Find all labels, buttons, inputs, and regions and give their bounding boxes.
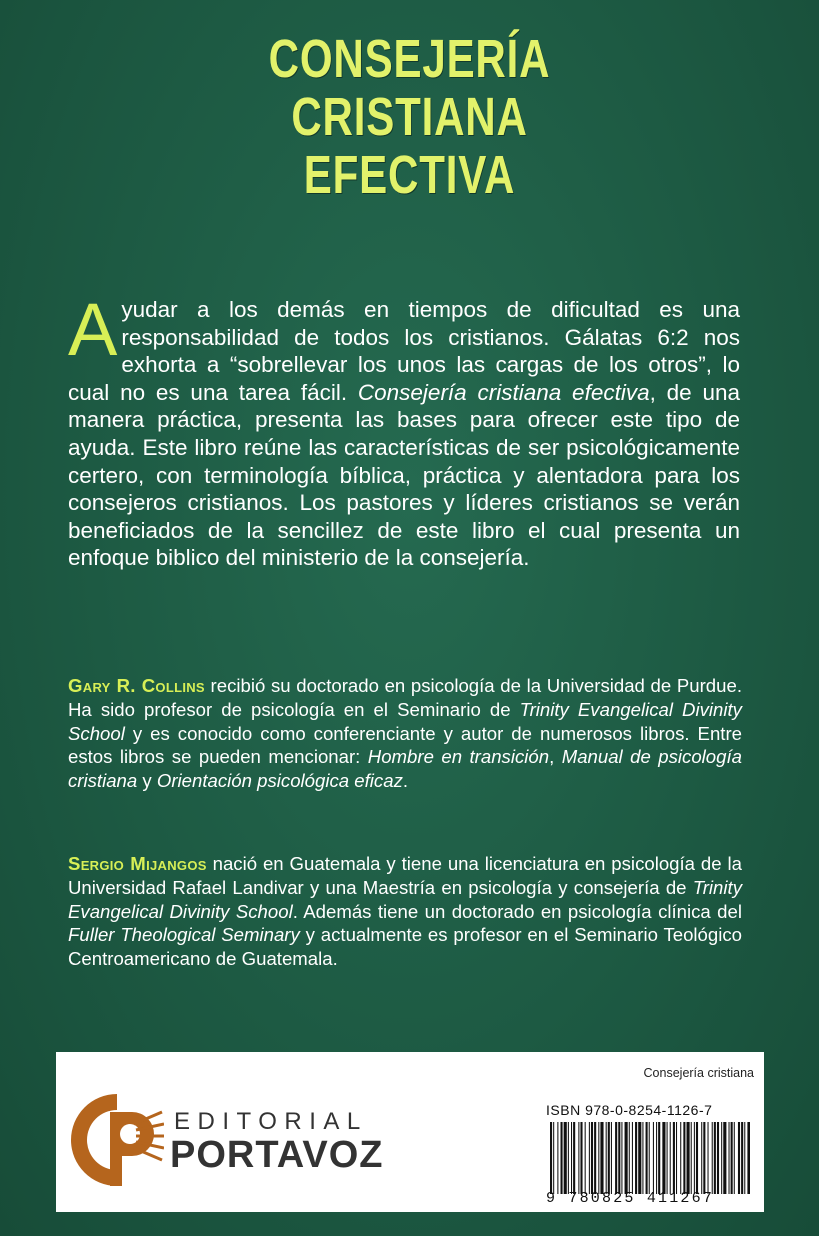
barcode-bar [621,1122,622,1194]
bio-text: , [549,746,562,768]
bio-italic: Hombre en transición [367,746,550,768]
barcode-bar [687,1122,690,1194]
barcode-bar [635,1122,637,1194]
barcode-bar [632,1122,633,1194]
barcode-bar [638,1122,641,1194]
author-bio-collins [68,674,742,793]
barcode-bar [589,1122,590,1194]
barcode-digits: 9 780825 411267 [546,1190,715,1207]
description-text-1: yudar a los demás en tiempos de dificultad es una responsabilidad de todos los cristianos. Gálatas 6:2 nos exhorta a “sobrellevar los unos las cargas de los otros”, lo cual no es una tarea fácil. [68,297,740,405]
barcode-bar [738,1122,740,1194]
barcode-bar [662,1122,665,1194]
barcode-bar [714,1122,716,1194]
publisher-name-line-1: EDITORIAL [174,1108,368,1135]
bio-italic: Trinity Evangelical Divinity School [68,698,742,744]
barcode-bar [701,1122,702,1194]
publisher-panel [56,1052,764,1212]
barcode-bar [667,1122,668,1194]
barcode-bar [646,1122,648,1194]
barcode-bar [653,1122,654,1194]
barcode-bar [550,1122,552,1194]
title-line-2: CRISTIANA [291,87,528,147]
book-description [68,288,741,572]
barcode-bar [591,1122,593,1194]
barcode-bar [744,1122,745,1194]
barcode-bar [676,1122,677,1194]
bio-text: recibió su doctorado en psicología de la Universidad de Purdue. Ha sido profesor de psicología en el Seminario de [68,675,742,720]
bio-italic: Fuller Theological Seminary [68,924,300,946]
barcode-bar [606,1122,607,1194]
barcode-bar [656,1122,657,1194]
bio-text: y actualmente es profesor en el Seminario Teológico Centroamericano de Guatemala. [68,924,742,970]
barcode [550,1122,750,1194]
barcode-bar [696,1122,698,1194]
barcode-bar [642,1122,643,1194]
barcode-bar [553,1122,554,1194]
barcode-bar [712,1122,713,1194]
barcode-bar [611,1122,612,1194]
barcode-bar [557,1122,558,1194]
barcode-bar [585,1122,586,1194]
portavoz-logo-icon [70,1090,164,1190]
barcode-bar [723,1122,726,1194]
barcode-bar [594,1122,596,1194]
barcode-bar [618,1122,620,1194]
barcode-bar [578,1122,579,1194]
description-text-2: , de una manera práctica, presenta las bases para ofrecer este tipo de ayuda. Este libro reúne las características de ser psicológicamente certero, con terminología bíblica, práctica y alentadora para los consejeros cristianos. Los pastores y líderes cristianos se verán beneficiados de la sencillez de este libro el cual presenta un enfoque biblico del ministerio de la consejería. [68,379,741,571]
barcode-bar [683,1122,685,1194]
title-line-3: EFECTIVA [303,145,516,205]
barcode-bar [580,1122,582,1194]
barcode-bar [734,1122,735,1194]
barcode-bar [747,1122,750,1194]
bio-text: . [402,770,409,792]
barcode-bar [615,1122,617,1194]
barcode-bar [731,1122,733,1194]
barcode-bar [708,1122,709,1194]
barcode-bar [649,1122,650,1194]
barcode-bar [721,1122,722,1194]
barcode-bar [608,1122,610,1194]
bio-italic: Trinity Evangelical Divinity School [68,876,742,922]
barcode-bar [561,1122,563,1194]
isbn-text: ISBN 978-0-8254-1126-7 [546,1102,713,1118]
barcode-bar [741,1122,743,1194]
barcode-bar [717,1122,719,1194]
barcode-bar [568,1122,569,1194]
barcode-bar [691,1122,692,1194]
bio-text: y [137,770,157,792]
barcode-bar [658,1122,660,1194]
author-name: Gary R. Collins [68,675,205,696]
bio-text: . Además tiene un doctorado en psicología clínica del [292,900,742,922]
barcode-bar [680,1122,681,1194]
barcode-bar [629,1122,630,1194]
description-book-title: Consejería cristiana efectiva [357,379,650,405]
bio-text: nació en Guatemala y tiene una licenciatura en psicología de la Universidad Rafael Landivar y una Maestría en psicología y consejería de [68,853,742,898]
book-title [90,30,729,204]
author-name: Sergio Mijangos [68,853,207,874]
barcode-bar [564,1122,567,1194]
barcode-bar [571,1122,572,1194]
barcode-book-label: Consejería cristiana [643,1066,754,1080]
bio-text: y es conocido como conferenciante y autor de numerosos libros. Entre estos libros se pueden mencionar: [68,722,742,768]
author-bio-mijangos [68,852,742,971]
barcode-bar [670,1122,671,1194]
bio-italic: Orientación psicológica eficaz [156,770,403,792]
title-line-1: CONSEJERÍA [268,29,551,89]
barcode-bar [673,1122,675,1194]
barcode-bar [703,1122,705,1194]
barcode-bar [625,1122,628,1194]
barcode-bar [694,1122,695,1194]
drop-cap: A [68,288,118,371]
bio-italic: Manual de psicología cristiana [68,746,742,792]
barcode-bar [598,1122,599,1194]
barcode-bar [573,1122,575,1194]
publisher-name-line-2: PORTAVOZ [170,1134,384,1176]
barcode-bar [729,1122,730,1194]
barcode-bar [600,1122,603,1194]
